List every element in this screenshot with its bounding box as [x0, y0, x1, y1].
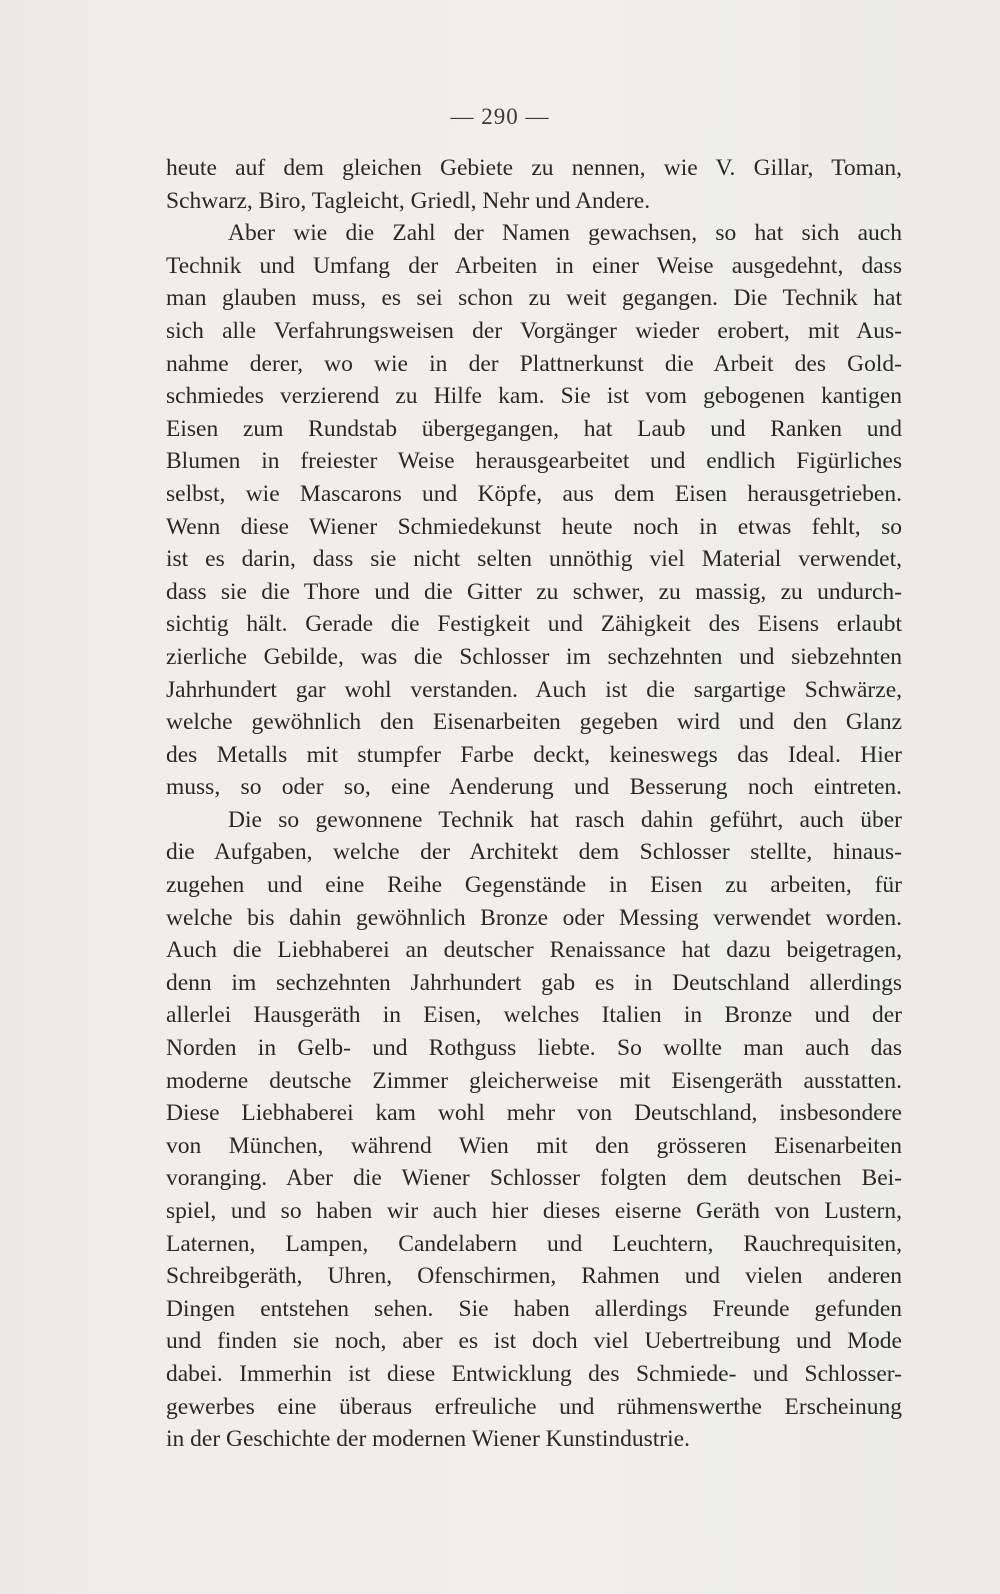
- text-line: des Metalls mit stumpfer Farbe deckt, keineswegs das Ideal. Hier: [166, 741, 902, 768]
- text-line: Wenn diese Wiener Schmiedekunst heute noch in etwas fehlt, so: [166, 513, 902, 540]
- text-line: schmiedes verzierend zu Hilfe kam. Sie ist vom gebogenen kantigen: [166, 383, 902, 410]
- text-line: gewerbes eine überaus erfreuliche und rühmenswerthe Erscheinung: [166, 1393, 902, 1420]
- text-line: sichtig hält. Gerade die Festigkeit und Zähigkeit des Eisens erlaubt: [166, 611, 902, 638]
- text-line: Dingen entstehen sehen. Sie haben allerdings Freunde gefunden: [166, 1295, 902, 1322]
- text-line: Norden in Gelb- und Rothguss liebte. So wollte man auch das: [166, 1035, 902, 1062]
- text-line: und finden sie noch, aber es ist doch viel Uebertreibung und Mode: [166, 1328, 902, 1355]
- text-line: man glauben muss, es sei schon zu weit gegangen. Die Technik hat: [166, 285, 902, 312]
- body-text: [166, 152, 902, 1456]
- page-number: — 290 —: [450, 104, 550, 129]
- text-line: Technik und Umfang der Arbeiten in einer Weise ausgedehnt, dass: [166, 252, 902, 279]
- text-line: Die so gewonnene Technik hat rasch dahin geführt, auch über: [228, 806, 902, 833]
- text-line: Jahrhundert gar wohl verstanden. Auch ist die sargartige Schwärze,: [166, 676, 902, 703]
- text-line: die Aufgaben, welche der Architekt dem Schlosser stellte, hinaus-: [166, 839, 902, 866]
- text-line: zugehen und eine Reihe Gegenstände in Eisen zu arbeiten, für: [166, 872, 902, 899]
- text-line: sich alle Verfahrungsweisen der Vorgänger wieder erobert, mit Aus-: [166, 317, 902, 344]
- text-line: welche gewöhnlich den Eisenarbeiten gegeben wird und den Glanz: [166, 709, 902, 736]
- text-line: Diese Liebhaberei kam wohl mehr von Deutschland, insbesondere: [166, 1100, 902, 1127]
- text-line: muss, so oder so, eine Aenderung und Besserung noch eintreten.: [166, 774, 902, 801]
- text-line: welche bis dahin gewöhnlich Bronze oder Messing verwendet worden.: [166, 904, 902, 931]
- text-line: Auch die Liebhaberei an deutscher Renaissance hat dazu beigetragen,: [166, 937, 902, 964]
- text-line: Aber wie die Zahl der Namen gewachsen, so hat sich auch: [228, 220, 902, 247]
- text-line: in der Geschichte der modernen Wiener Kunstindustrie.: [166, 1426, 690, 1453]
- text-line: voranging. Aber die Wiener Schlosser folgten dem deutschen Bei-: [166, 1165, 902, 1192]
- text-line: Blumen in freiester Weise herausgearbeitet und endlich Figürliches: [166, 448, 902, 475]
- text-line: allerlei Hausgeräth in Eisen, welches Italien in Bronze und der: [166, 1002, 902, 1029]
- text-line: dabei. Immerhin ist diese Entwicklung des Schmiede- und Schlosser-: [166, 1360, 902, 1387]
- text-line: Eisen zum Rundstab übergegangen, hat Laub und Ranken und: [166, 415, 902, 442]
- text-line: nahme derer, wo wie in der Plattnerkunst die Arbeit des Gold-: [166, 350, 902, 377]
- text-line: moderne deutsche Zimmer gleicherweise mit Eisengeräth ausstatten.: [166, 1067, 902, 1094]
- text-line: selbst, wie Mascarons und Köpfe, aus dem Eisen herausgetrieben.: [166, 480, 902, 507]
- text-line: Schreibgeräth, Uhren, Ofenschirmen, Rahmen und vielen anderen: [166, 1263, 902, 1290]
- text-line: denn im sechzehnten Jahrhundert gab es in Deutschland allerdings: [166, 969, 902, 996]
- text-line: Laternen, Lampen, Candelabern und Leuchtern, Rauchrequisiten,: [166, 1230, 902, 1257]
- text-line: dass sie die Thore und die Gitter zu schwer, zu massig, zu undurch-: [166, 578, 902, 605]
- text-line: Schwarz, Biro, Tagleicht, Griedl, Nehr und Andere.: [166, 187, 651, 214]
- text-line: von München, während Wien mit den grösseren Eisenarbeiten: [166, 1132, 902, 1159]
- text-line: zierliche Gebilde, was die Schlosser im sechzehnten und siebzehnten: [166, 643, 902, 670]
- text-line: spiel, und so haben wir auch hier dieses eiserne Geräth von Lustern,: [166, 1198, 902, 1224]
- text-line: heute auf dem gleichen Gebiete zu nennen, wie V. Gillar, Toman,: [166, 155, 902, 181]
- text-line: ist es darin, dass sie nicht selten unnöthig viel Material verwendet,: [166, 546, 902, 573]
